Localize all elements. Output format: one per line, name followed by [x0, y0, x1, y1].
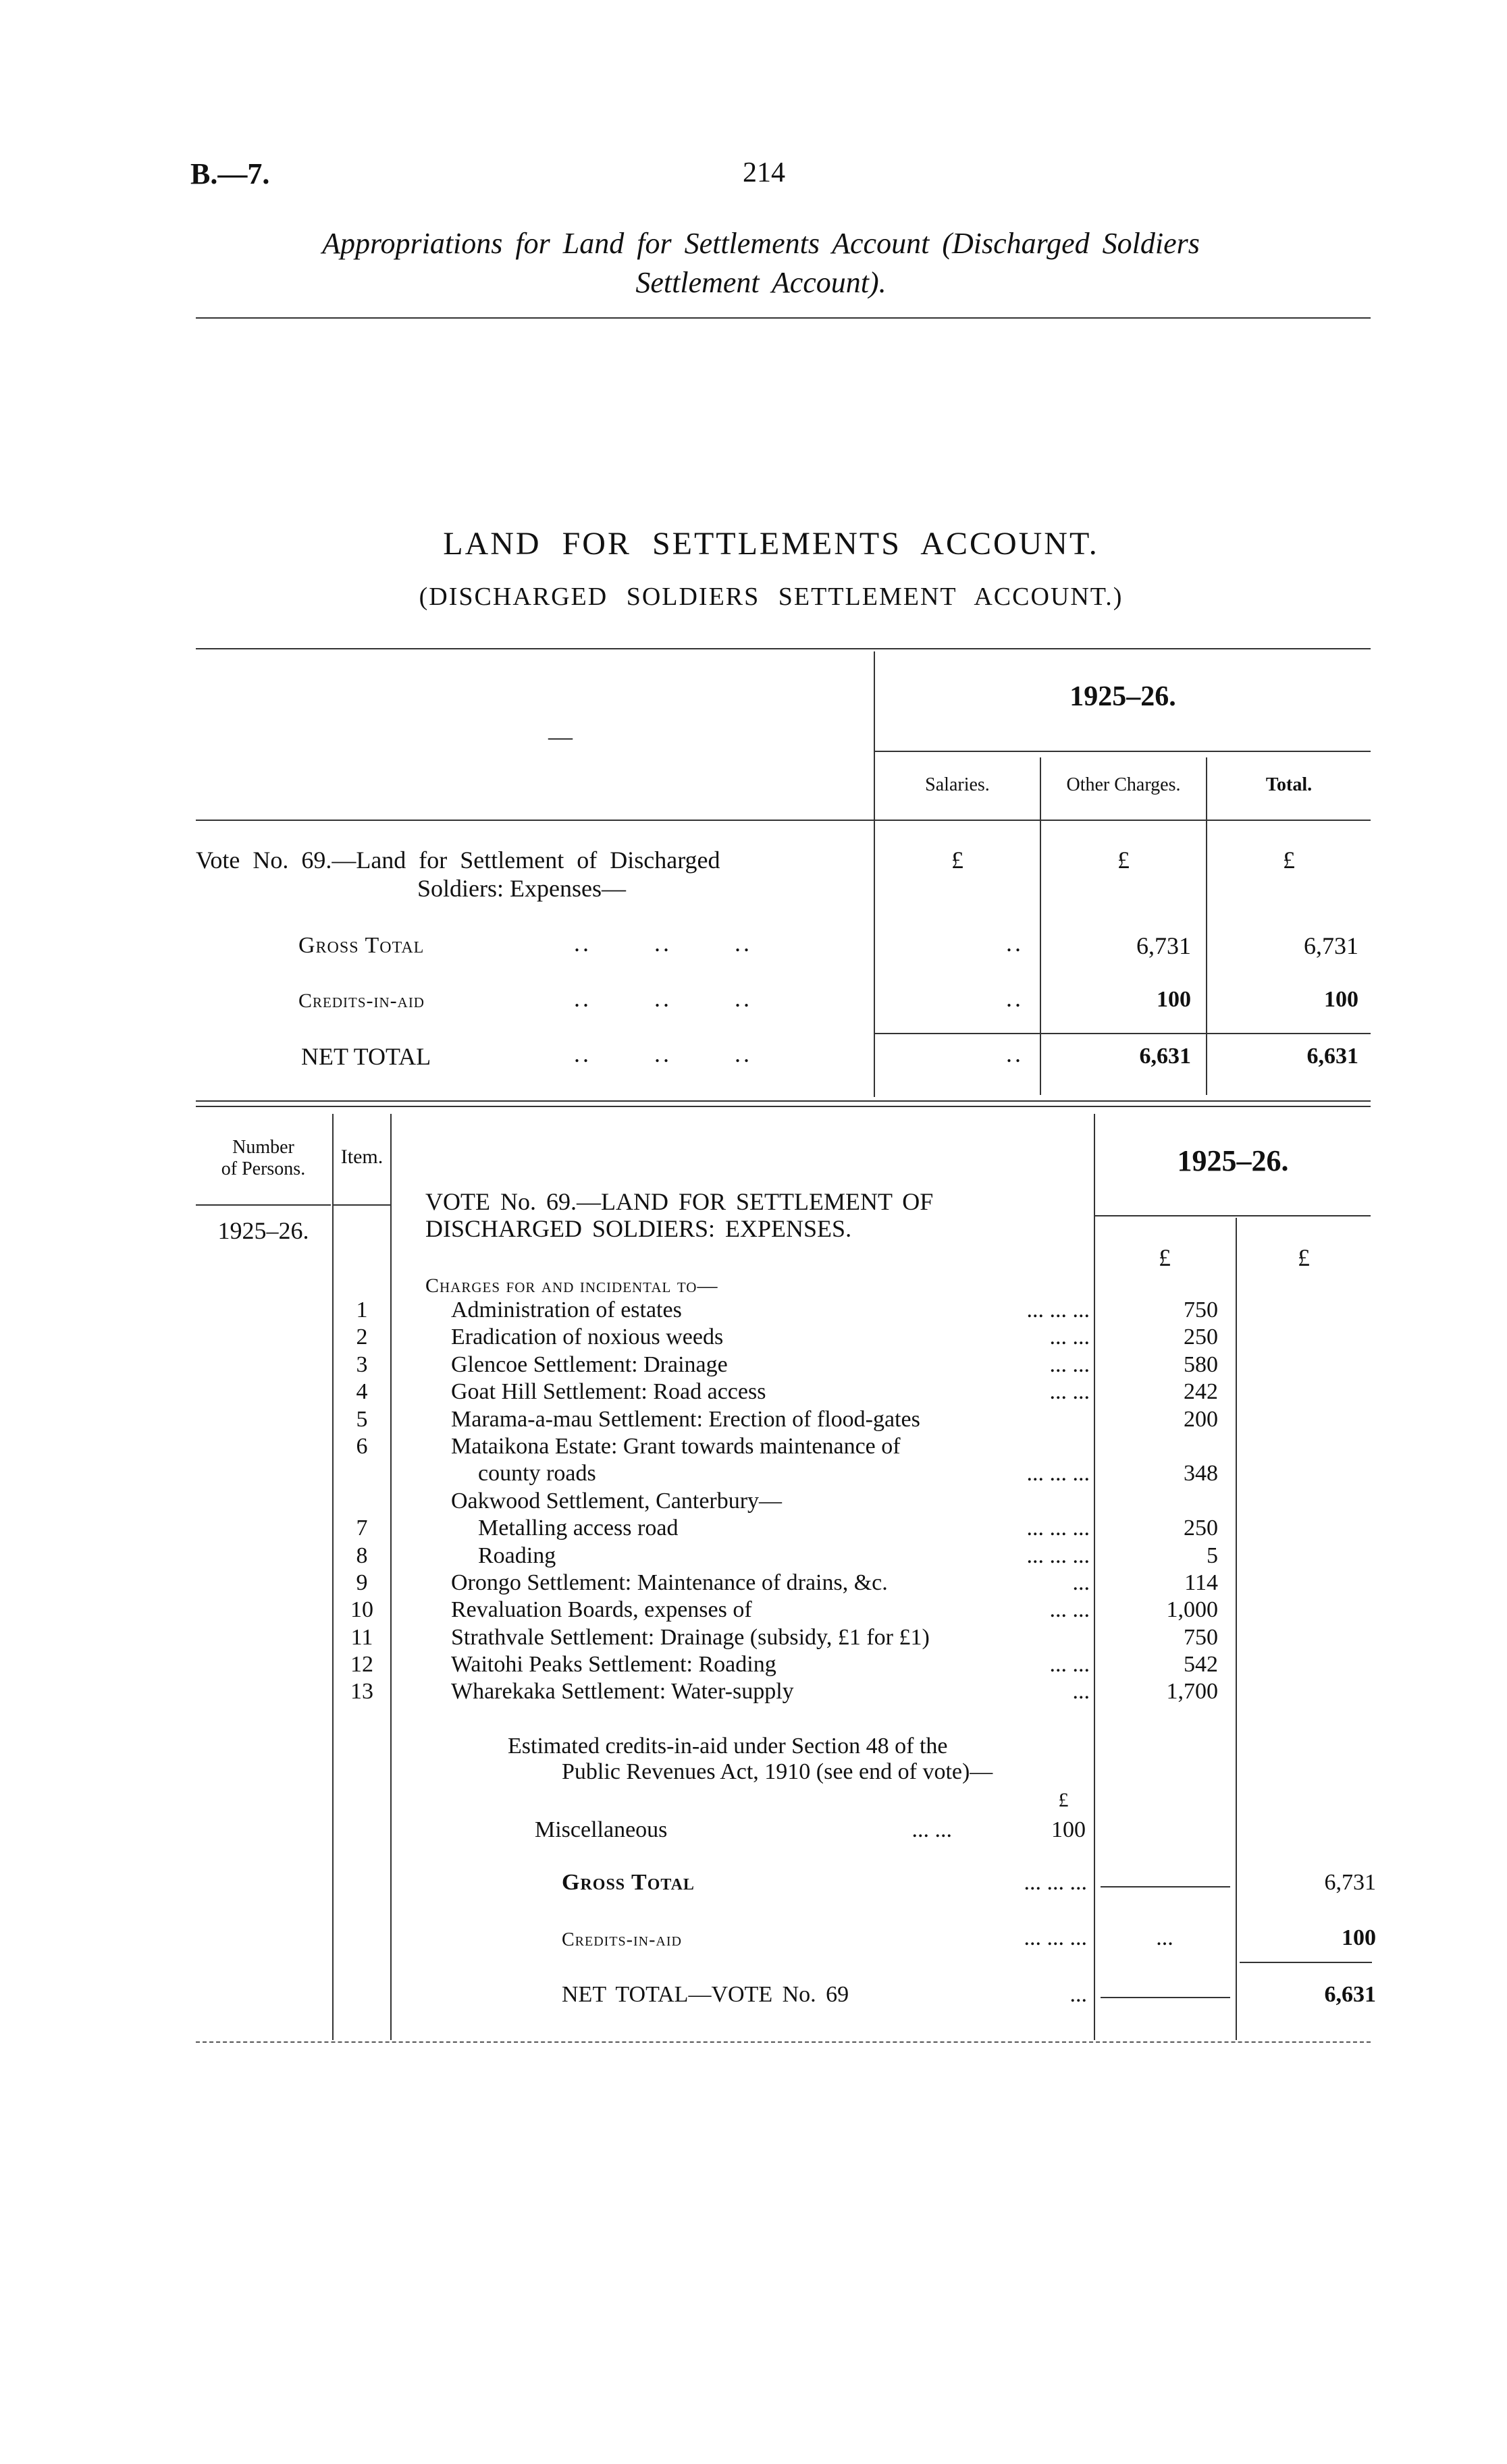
item-number: 7: [356, 1516, 368, 1541]
item-leader: ... ... ...: [1026, 1461, 1090, 1487]
net-other: 6,631: [1139, 1044, 1191, 1069]
col-other-charges: Other Charges.: [1066, 774, 1181, 795]
summary-head-rule: [196, 820, 1371, 821]
summary-blank-dash: —: [548, 723, 573, 750]
detail-credits-label: Credits-in-aid: [562, 1929, 682, 1950]
credits-note-line-2: Public Revenues Act, 1910 (see end of vote)—: [562, 1759, 993, 1784]
items-list: [334, 1297, 1373, 1707]
account-subtitle: (DISCHARGED SOLDIERS SETTLEMENT ACCOUNT.): [419, 583, 1123, 611]
detail-net-label: NET TOTAL—VOTE No. 69: [562, 1982, 849, 2007]
detail-gross-dash: [1101, 1886, 1230, 1887]
persons-year: 1925–26.: [217, 1217, 309, 1244]
item-description: Wharekaka Settlement: Water-supply: [451, 1679, 794, 1705]
list-item: [334, 1297, 1373, 1324]
list-item: [334, 1434, 1373, 1461]
gross-leader: .. .. ..: [574, 930, 752, 957]
detail-gross-label: Gross Total: [562, 1870, 695, 1895]
item-number: 5: [356, 1406, 368, 1432]
gross-other: 6,731: [1136, 932, 1191, 959]
detail-currency-2: £: [1298, 1244, 1310, 1271]
detail-gross-leader: ... ... ...: [1024, 1870, 1087, 1895]
item-leader: ... ...: [1049, 1379, 1090, 1405]
col-item: Item.: [340, 1146, 384, 1168]
item-leader: ... ... ...: [1026, 1543, 1090, 1568]
summary-year-rule: [875, 751, 1371, 752]
item-description: Oakwood Settlement, Canterbury—: [451, 1488, 783, 1514]
gross-salaries: ..: [1006, 930, 1024, 957]
item-amount: 542: [1184, 1652, 1218, 1678]
list-item: [334, 1461, 1373, 1488]
summary-divider: [874, 651, 875, 1097]
misc-leader: ... ...: [911, 1817, 952, 1842]
item-amount: 250: [1184, 1516, 1218, 1541]
currency-total: £: [1283, 847, 1295, 874]
item-description: Roading: [478, 1543, 556, 1568]
item-amount: 200: [1184, 1406, 1218, 1432]
list-item: [334, 1352, 1373, 1379]
vote-title-line-2: DISCHARGED SOLDIERS: EXPENSES.: [425, 1215, 852, 1242]
item-amount: 114: [1184, 1570, 1218, 1595]
gross-total: 6,731: [1304, 932, 1358, 959]
item-amount: 5: [1207, 1543, 1218, 1568]
item-description: Orongo Settlement: Maintenance of drains, &c.: [451, 1570, 888, 1595]
credits-note-line-1: Estimated credits-in-aid under Section 48 of the: [508, 1734, 948, 1759]
item-description: Goat Hill Settlement: Road access: [451, 1379, 766, 1405]
list-item: [334, 1625, 1373, 1652]
page-number: 214: [743, 157, 785, 188]
list-item: [334, 1652, 1373, 1679]
detail-net-rule: [1240, 1962, 1372, 1963]
item-leader: ... ...: [1049, 1351, 1090, 1377]
header-rule: [196, 317, 1371, 319]
subtitle-line-1: Appropriations for Land for Settlements Account (Discharged Soldiers: [322, 227, 1200, 260]
detail-gross-amount: 6,731: [1324, 1870, 1376, 1895]
vote-title: [425, 1188, 933, 1242]
item-amount: 250: [1184, 1324, 1218, 1350]
item-amount: 242: [1184, 1379, 1218, 1405]
item-description: Strathvale Settlement: Drainage (subsidy, £1 for £1): [451, 1624, 930, 1650]
list-item: [334, 1570, 1373, 1597]
item-number: 8: [356, 1543, 368, 1568]
credits-total: 100: [1324, 987, 1358, 1012]
report-reference: B.—7.: [190, 157, 270, 190]
page-subtitle: [190, 224, 1331, 302]
list-item: [334, 1597, 1373, 1624]
vote-title-line-1: VOTE No. 69.—LAND FOR SETTLEMENT OF: [425, 1188, 934, 1215]
item-number: 4: [356, 1379, 368, 1405]
vote-label-line-2: Soldiers: Expenses—: [417, 875, 626, 902]
subtitle-line-2: Settlement Account).: [635, 266, 887, 299]
item-leader: ...: [1072, 1679, 1090, 1705]
currency-salaries: £: [951, 847, 963, 874]
persons-head-rule: [196, 1204, 331, 1206]
col-persons-line-2: of Persons.: [221, 1158, 306, 1179]
item-amount: 1,000: [1166, 1597, 1218, 1623]
item-amount: 580: [1184, 1351, 1218, 1377]
item-description: Administration of estates: [451, 1297, 682, 1322]
item-leader: ... ... ...: [1026, 1516, 1090, 1541]
summary-top-rule: [196, 648, 1371, 649]
detail-credits-leader: ... ... ...: [1024, 1925, 1087, 1950]
col-persons-line-1: Number: [232, 1137, 294, 1158]
detail-credits-mid: ...: [1156, 1925, 1173, 1950]
item-number: 1: [356, 1297, 368, 1322]
list-item: [334, 1379, 1373, 1406]
summary-bottom-rule-1: [196, 1100, 1371, 1102]
item-amount: 750: [1184, 1297, 1218, 1322]
item-description: Marama-a-mau Settlement: Erection of flood-gates: [451, 1406, 920, 1432]
item-amount: 348: [1184, 1461, 1218, 1487]
item-number: 6: [356, 1433, 368, 1459]
detail-net-leader: ...: [1069, 1982, 1087, 2007]
item-description: Waitohi Peaks Settlement: Roading: [451, 1652, 776, 1678]
list-item: [334, 1324, 1373, 1351]
net-total: 6,631: [1306, 1044, 1358, 1069]
misc-currency: £: [1058, 1789, 1069, 1811]
credits-label: Credits-in-aid: [298, 990, 425, 1012]
detail-net-dash: [1101, 1997, 1230, 1998]
col-number-of-persons: [196, 1137, 331, 1180]
vote-label-text-1: Vote No. 69.—Land for Settlement of Discharged: [196, 847, 720, 874]
gross-total-label: Gross Total: [298, 933, 425, 958]
detail-net-amount: 6,631: [1324, 1982, 1376, 2007]
vote-label-line-1: [196, 846, 720, 874]
item-number: 2: [356, 1324, 368, 1350]
item-description: Metalling access road: [478, 1516, 679, 1541]
item-description: Glencoe Settlement: Drainage: [451, 1351, 728, 1377]
item-number: 9: [356, 1570, 368, 1595]
list-item: [334, 1489, 1373, 1516]
item-number: 3: [356, 1351, 368, 1377]
item-number: 10: [350, 1597, 373, 1623]
item-description: Eradication of noxious weeds: [451, 1324, 724, 1350]
item-amount: 1,700: [1166, 1679, 1218, 1705]
net-rule: [875, 1033, 1371, 1034]
item-head-rule: [334, 1204, 390, 1206]
credits-salaries: ..: [1006, 985, 1024, 1012]
charges-heading: Charges for and incidental to—: [425, 1275, 718, 1297]
detail-currency-1: £: [1159, 1244, 1171, 1271]
net-leader: .. .. ..: [574, 1040, 752, 1067]
currency-other: £: [1117, 847, 1130, 874]
misc-amount: 100: [1051, 1817, 1086, 1842]
account-title: LAND FOR SETTLEMENTS ACCOUNT.: [443, 526, 1099, 562]
credits-leader: .. .. ..: [574, 985, 752, 1012]
summary-year: 1925–26.: [1069, 681, 1176, 712]
col-total: Total.: [1265, 774, 1313, 795]
item-leader: ...: [1072, 1570, 1090, 1595]
item-number: 13: [350, 1679, 373, 1705]
net-total-label: NET TOTAL: [301, 1043, 431, 1070]
item-leader: ... ... ...: [1026, 1297, 1090, 1322]
list-item: [334, 1407, 1373, 1434]
list-item: [334, 1516, 1373, 1543]
item-description: Revaluation Boards, expenses of: [451, 1597, 752, 1623]
list-item: [334, 1543, 1373, 1570]
list-item: [334, 1679, 1373, 1706]
item-amount: 750: [1184, 1624, 1218, 1650]
credits-other: 100: [1157, 987, 1191, 1012]
item-leader: ... ...: [1049, 1324, 1090, 1350]
misc-label: Miscellaneous: [535, 1817, 668, 1842]
item-leader: ... ...: [1049, 1652, 1090, 1678]
net-salaries: ..: [1006, 1040, 1024, 1067]
item-number: 12: [350, 1652, 373, 1678]
col-salaries: Salaries.: [925, 774, 990, 795]
item-description: Mataikona Estate: Grant towards maintenance of: [451, 1433, 901, 1459]
amount-head-rule: [1095, 1215, 1371, 1216]
item-leader: ... ...: [1049, 1597, 1090, 1623]
detail-bottom-rule: [196, 2041, 1371, 2043]
detail-year: 1925–26.: [1177, 1144, 1289, 1177]
item-description: county roads: [478, 1461, 596, 1487]
detail-credits-amount: 100: [1342, 1925, 1376, 1950]
item-number: 11: [350, 1624, 373, 1650]
summary-bottom-rule-2: [196, 1106, 1371, 1107]
